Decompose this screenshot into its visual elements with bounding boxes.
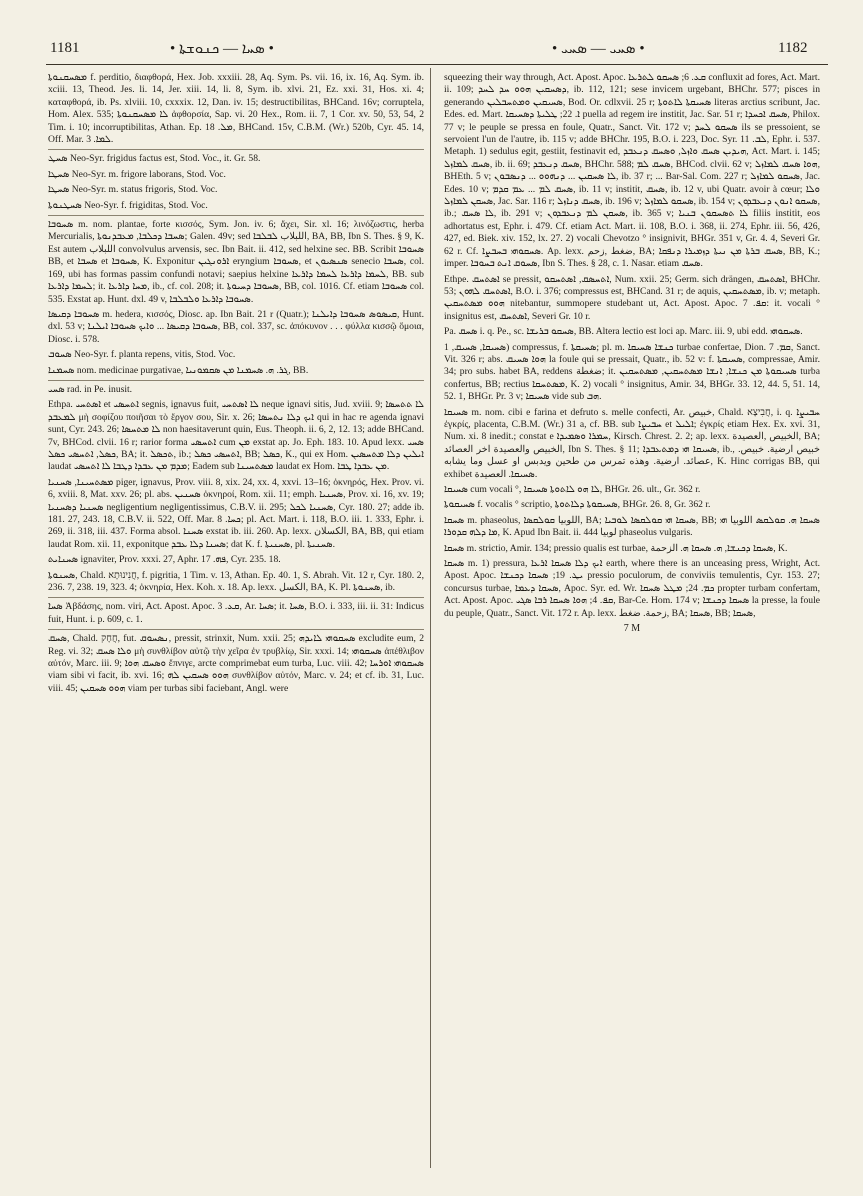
dictionary-entry: ܣܚܝܩܐ, ܣܚܝܩ, 1) compressus, f. ܣܚܝܩܬܐ; pl. m. ܟܢܫܐ ܣܚܝܩܐ turbae confertae, Dion. ܩܡ. 7, Sanct. Vit. 326 r; abs. ܗܘܐ ܣܚܝܩ la foule qui se pressait, Quatr., ib. 52 v: f. ܣܚܝܩܬܐ, compressae, Amir. 34; pro subs. habet BA, reddens ضغطة; it. ܣܚܝܩܘܬܐ ܡܢ ܟܢܫܐ, ܐܢܫܐ ܡܣܬܚܩܝܢ, ܡܣܬܚܩܝܢ turba confertus, BB; rectius ܡܣܬܚܩܐ, K. 2) vocali ° insignitus, Amir. 34, BHGr. 33. 12, 44. 5, 51. 14, 52. 1, BHGr. Pr. 3 v; ܣܚܝܩܐ vide sub ܗܒ. <box>444 341 820 403</box>
right-page-number: 1182 <box>778 40 808 56</box>
left-page-number: 1181 <box>50 40 80 56</box>
signature-mark: 7 M <box>623 623 641 635</box>
dictionary-entry: ܣܚܩܐ m. phaseolus, اللوبيا ܩܘܠܩܣܐ, BA; ܣܚܩܐ ܗܝ ܩܘܠܩܣܐ ܠܘܒܝܐ, BB; ܣܚܩܐ ܗ. ܩܘܠܩܣ اللوبيا ܗܝ ܡܐ ܕܠܗ ܩܕܘܪܐ, K. Apud Ibn Bait. ii. 444 لوبيا phaseolus vulgaris. <box>444 514 820 539</box>
dictionary-entry: ܣܚܝܩܘܬܐ f. vocalis ° scriptio, ܣܚܝܩܘܬܐ ܕܠܐܬܘܬܐ, BHGr. 26. 8, Gr. 362 r. <box>444 499 711 511</box>
dictionary-entry: ܣܚܩܐ m. 1) pressura, ܐܝܟ ܕܠܐ ܣܚܩܐ ܐܪܥܐ earth, where there is an unceasing press, Wright, Act. Apost. Apoc. ܝܛ. 19; ܣܚܩܐ ܕܟܢܫܐ pressio poculorum, de conviviis temulentis, Cyr. 153. 27; concursus turbae, ܣܚܩܐ ܕܥܡܐ, Apoc. Syr. ed. Wr. ܟܡ. 24; ܡܛܠ ܣܚܩܐ propter turbam confertam, Act. Apost. Apoc. ܩܦ. 4; ܗܘܐ ܣܚܩܐ ܪܒܐ ܣܓܝ, Bar-Ce. Hom. 174 v; ܣܚܩܐ ܕܟܢܫܐ la presse, la foule du peuple, Quatr., Sanct. Vit. 172 r. Ap. lexx. زحمة. ضغط, BA; ܣܚܩܐ, BB; ܣܚܩܐ, <box>444 558 820 619</box>
right-running-title: • ܣܚܝ — ܣܚܝ • <box>552 41 645 57</box>
dictionary-entry: ܣܚܘܒ Neo-Syr. f. planta repens, vitis, Stod. Voc. <box>48 349 236 361</box>
dictionary-entry: ܡܣܚܩܢܘܬܐ f. perditio, διαφθορά, Hex. Job. xxxiii. 28, Aq. Sym. Ps. vii. 16, ix. 16, Aq. Sym. ib. xciii. 13, Theod. Jes. li. 14, Jer. xiii. 14, li. 8, Sym. ib. xlvi. 21, Ez. xxi. 31, Hos. xi. 4; καταφθορά, ib. Ps. xlviii. 10, cxxxix. 12, Dan. iv. 15; destructibilitas, BHCand. 16v; corruptela, Hom. Alex. 535; ܠܐ ܡܣܚܩܢܘܬܐ ἀφθορσία, Sap. vi. 20 Hex., Rom. ii. 7, 1 Cor. xv. 50, 53, 54, 2 Tim. i. 10; incorruptibilitas, Athan. Ep. ܡܠ. 18, BHCand. 15v, C.B.M. (Wr.) 520b, Cyr. 45. 14, Off. Mar. ܠܡܐ. 3. <box>48 72 424 146</box>
dictionary-entry: ܡܣܬܚܝܢܐ, ܣܚܢܝܐ piger, ignavus, Prov. viii. 8, xix. 24, xx. 4, xxvi. 13–16; ὀκνηρός, Hex. Prov. vi. 6, xviii. 8, Mat. xxv. 26; pl. abs. ܣܚܢܝܢ ὀκνηροί, Rom. xii. 11; emph. ܣܚܢܝܐ, Prov. xi. 16, xv. 19; ܣܚܢܝܐ ܕܣܚܢܝܐ negligentium negligentissimus, C.B.V. ii. 295; ܣܚܢܝܐ ܠܟܠ, Cyr. 180. 27; adde ib. 181. 27, 243. 18, C.B.V. ii. 522, Off. Mar. ܟܚܐ. 8; pl. Act. Mart. i. 118, B.O. iii. 1. 333, Ephr. i. 269, ii. 318, iii. 437. Forma absol. ܣܚܢܐ exstat ib. iii. 260. Ap. lexx. الكسلان, BA, BB, qui etiam laudat Rom. xii. 11, exponitque ܣܚܢܐ ܕܠܐ ܥܒܕ; dat K. f. ܣܚܢܝܬܐ, pl. ܣܚܢܝܬܐ. <box>48 476 424 550</box>
dictionary-entry: ܣܚܩܐ m. strictio, Amir. 134; pressio qualis est turbae, ܣܚܩܐ ܕܟܢܫܐ, ܗ. ܣܚܩܐ ܗ. الزحمة, K. <box>444 542 788 554</box>
dictionary-entry: Ethpe. ܐܣܬܚܩ se pressit, ܐܬܚܣܩ, ܐܣܬܚܩܘ, Num. xxii. 25; Germ. sich drängen, ܐܣܬܚܩ, BHChr. 53; ܐܣܬܚܩ ܠܗܘܢ, B.O. i. 376; compressus est, BHCand. 31 r; de aquis, ܡܣܬܚܩܝܢ, ib. v; metaph. ܗܘܘ ܡܣܬܚܩܝܢ nitebantur, summopere studebant ut, Act. Apost. Apoc. ܩܦ. 7: it. vocali ° insignitus est, ܐܣܬܚܩ, Severi Gr. 10 r. <box>444 273 820 322</box>
column-divider <box>430 68 431 1168</box>
running-header <box>0 0 863 68</box>
dictionary-entry: ܣܚܛܢܘܬܐ Neo-Syr. f. frigiditas, Stod. Voc. <box>48 199 208 211</box>
right-column <box>444 72 820 1177</box>
dictionary-entry: ܣܚܘܒܐ ܕܩܝܣܐ m. hedera, κισσός, Diosc. ap. Ibn Bait. 21 r (Quatr.); ܩܝܣܘܣ ܣܚܘܒܐ ܕܐܝܠܢܐ, Hunt. dxl. 53 v; ܣܚܘܒܐ ܕܩܝܣܐ ... ܘܐܝܟ ܣܚܘܒܐ ܐܝܠܢܐ, BB, col. 337, sc. ἀπόκυνον . . . φύλλα κισσῷ ὅμοια, Diosc. i. 578. <box>48 308 424 345</box>
dictionary-entry: ܣܚܝ rad. in Pe. inusit. <box>48 380 424 396</box>
dictionary-entry: squeezing their way through, Act. Apost. Apoc. ܩܥ. 6; ܣܚܩܘ ܠܬܪܥܐ confluxit ad fores, Act. Mart. ii. 109; ܕܣܚܩܝܢ ܗܘܘ ܚܕ ܠܚܕ, ib. 112, 121; sese invicem urgebant, BHChr. 577; pisces in generando ܣܚܝܩܝܢ ܘܡܬܚܒܠܝܢ, Bod. Or. cdlxvii. 25 r; ܣܚܝܩܬܐ ܠܐܬܘܬܐ literas arctius scribunt, Jac. Edes. ed. Mart. ܐ. 22; ܛܠܝܬܐ ܕܣܚܝܩܐ puella ad regem ire institit, Jac. Sar. 51 r; ܣܚܩ ܐܟܚܕܐ, Philox. 77 v; le peuple se pressa en foule, Quatr., Sanct. Vit. 172 v; ܣܚܩܘ ܠܚܕ ils se pressoient, se servoient l'un de l'autre, ib. 115 v; adde BHChr. 195, B.O. i. 223, Doc. Syr. ܠܒ. 11, Ephr. i. 537. Metaph. 1) sedulus egit, gestiit, festinavit ed, ܗܝܕܝܢ ܣܚܩ ܘܐܙܠ, ܘܣܚܩ ܕܢܥܒܕ, Act. Mart. i. 145; ܣܚܩ ܠܡܐܙܠ, ib. ii. 69; ܣܚܩ ܕܢܥܒܕ, BHChr. 588; ܣܚܩ ܠܡ, BHCod. clvii. 62 v; ܗܘܐ ܣܚܩ ܠܡܐܙܠ, BHEth. 5 v; ܠܐ ܣܚܩܝܢ ... ܕܢܗܘܘ ... ܕܢܣܒܘܢ, ib. 37 r; ... Bar-Sal. Com. 227 r; ܣܚܩܘ ܠܡܐܙܠ, Jac. Edes. 10 v; ܣܚܩ ܠܡ ... ܥܡ ܩܕܡ, ib. 11 v; institit, ܣܚܩ, ib. 12 v, ubi Quatr. avoir à cœur; ܘܠܐ ܣܚܩܢ ܠܡܐܙܠ, Jac. Sar. 116 r; ܣܚܩ ܕܢܐܙܠ, ib. 196 v; ܣܚܩܘ ܠܡܐܙܠ, ib. 154 v; ܣܚܩܘ ܐܢܘܢ ܕܢܥܒܕܘܢ, ib.; ܠܐ ܣܚܩ, ib. 291 v; ܣܚܩܢ ܠܡ ܕܢܥܒܕܘܢ, ib. 365 v; ܠܐ ܬܣܚܩܘܢ ܒܢܝܐ filiis institit, eos adhortatus est, Ephr. i. 479. Cf. etiam Act. Mart. ii. 108, B.O. i. 368, ii. 274, Ephr. iii. 56, 426, 427, ed. Biek. xiv. 152, lx. 27. 2) vocali Chevotzo ° insignivit, BHGr. 351 v, Gr. 4. 4, Severi Gr. 62 r. Cf. ܣܚܩܘܗܝ ܒܚܒܨܐ. Ap. lexx. ضغط ,زحم, BA; ܣܚܩ ܒܪܬܐ ܡܢ ܢܝܬܐ ܕܙܡܝܪܐ ܕܢܦܩܐ, BB, K.; imper. ܣܚܘܩ ܐܢܬ ܒܚܘܒܐ, Ibn S. Thes. § 28, c. 1. Nasar. etiam ܣܚܩ. <box>444 72 820 270</box>
dictionary-entry: ܣܚܛܐ Neo-Syr. m. status frigoris, Stod. Voc. <box>48 184 218 196</box>
left-running-title: • ܣܚܐ — ܟܢܘܫܬܐ • <box>170 41 274 57</box>
dictionary-entry: ܣܚܛ Neo-Syr. frigidus factus est, Stod. Voc., it. Gr. 58. <box>48 149 424 165</box>
dictionary-entry: ܣܚܝܩܐ cum vocali °, ܠܐ ܗܘ ܠܐܬܘܬܐ ܣܚܝܩܐ, BHGr. 26. ult., Gr. 362 r. <box>444 484 701 495</box>
dictionary-entry: ܣܚܢܐܝܬ ignaviter, Prov. xxxi. 27, Aphr. ܦܗ. 17, Cyr. 235. 18. <box>48 554 281 566</box>
dictionary-entry: Ethpa. ܐܣܬܚܝ et ܐܬܚܣܝ segnis, ignavus fuit, ܠܐ ܐܣܬܚܝ neque ignavi sitis, Jud. xviii. 9; ܠܐ ܬܬܚܣܐ ܠܡܥܒܕ μὴ σοφίζου ποιῆσαι τὸ ἔργον σου, Sir. x. 26; ܐܝܟ ܕܠܐ ܢܬܚܣܐ qui in hac re agenda ignavi sunt, Cyr. 243. 26; ܠܐ ܡܬܚܣܐ non haesitaverunt quin, Eus. Theoph. ii. 6, 2, 12. 13; adde BHCand. 7v, BHCod. clvii. 16 r; rarior forma ܐܬܚܣܝ cum ܡܢ exstat ap. Jo. Eph. 183. 10. Apud lexx. ܣܚܝ ܟܣܠ, ܐܬܚܣܝ ܟܣܠ, BA; it. ܬܟܣܠ, ib.; ܐܬܚܣܝ ܟܣܠ, BB; ܟܣܠ, K., qui ex Hom. ܐܝܠܝܢ ܕܠܐ ܡܬܚܣܝܢ laudat ܡܕܡ ܡܢ ܥܒܕܐ ܕܛܒܐ ܠܐ ܐܬܚܣܝ; Eadem sub ܡܣܬܚܝܢܐ laudat ex Hom. ܡܢ ܥܒܕܐ ܛܒܐ. <box>48 399 424 473</box>
header-rule <box>46 64 828 65</box>
dictionary-entry: ܣܚܝܩܐ m. nom. cibi e farina et defruto s. melle confecti, Ar. خبيص, Chald. חֲבִיצָא, i. q. ܚܒܝܨܐ ἐγκρίς, placenta, C.B.M. (Wr.) 31 a, cf. BB. sub ܚܒܝܨܐ et ܐܠܝܠ; ἐγκρίς etiam Hex. Ex. xvi. 31, Num. xi. 8 inedit.; constat e ܚܡܪܐ ܘܣܡܝܕܐ, Kirsch. Chrest. 2. 2; ap. lexx. الخبيص ,العصيدة, BA; الخبيص والعصيدة اخر العصائد, Ibn S. Thes. § 11; ܣܚܝܩܐ ܗܝ ܕܡܬܥܒܕܐ, ib., خبيص ارضية. خبيص. عصائد. ارضية. وهذه تمرس من طحين ويدبس او عسل وما يشابه, K. Hinc corrigas BB, qui exhibet ܣܚܝܩܐ. العصيدة. <box>444 406 820 480</box>
dictionary-entry: ܣܚܘܒܐ m. nom. plantae, forte κισσός, Sym. Jon. iv. 6; ἄχει, Sir. xl. 16; λινόζωστις, herba Mercurialis, ܣܚܒܐ ܕܟܠܒܐ, ܡܥܒܕܢܘܬܐ; Galen. 49v; sed اللبلاب ܠܒܠܒܐ, BA, BB, Ibn S. Thes. § 9, K. Est autem اللبلاب convolvulus arvensis, sec. Ibn Bait. ii. 412, sed helxine sec. BB. Scribit ܣܚܘܒܐ BB, et ܣܚܒܐ et ܣܚܘܒܐ, K. Exponitur ܐܪܘܢܓܝܢ eryngium ܣܚܘܒܐ, et ܣܢܣܝܘܢ senecio ܣܚܒܐ, col. 169, ubi has formas passim confundi notavi; saepius helxine ܠܚܡܐ ܕܐܪܥܐ ܠܚܡܐ ܕܐܪܥܐ, BB. sub ܠܚܡܐ ܕܐܪܥܐ; it. ܡܚܐ ܕܐܪܥܐ, ib., cf. col. 208; it. ܣܚܘܒܐ ܕܚܝܘܬܐ, BB, col. 1016. Cf. etiam ܣܚܘܒܐ col. 535. Exstat ap. Hunt. dxl. 49 v, ܣܚܘܒܐ ܕܐܪܥܐ ܘܠܒܠܒܐ. <box>48 215 424 306</box>
dictionary-entry: ܣܚܢܘܬܐ, Chald. חֲנִינוּתָא, f. pigritia, 1 Tim. v. 13, Athan. Ep. 40. 1, S. Abrah. Vit. 12 r, Cyr. 180. 2, 236. 7, 238. 19, 323. 4; ὀκνηρία, Hex. Koh. x. 18. Ap. lexx. الكسل, BA, K. Pl. ܣܚܢܘܬܐ, ib. <box>48 569 424 594</box>
dictionary-entry: ܣܚܡܢܐ nom. medicinae purgativae, ܓܪ. ܗ. ܣܚܡܢܐ ܡܢ ܣܩܡܘܢܝܐ, BB. <box>48 364 309 376</box>
dictionary-entry: ܣܚܐ Ἀβδάσης, nom. viri, Act. Apost. Apoc. ܩܥ. 3, Ar. ܣܚܐ; it. ܣܚܐ, B.O. i. 333, iii. ii. 31: Indicus fuit, Hunt. i. p. 609, c. 1. <box>48 597 424 626</box>
dictionary-entry: ܣܚܛܐ Neo-Syr. m. frigore laborans, Stod. Voc. <box>48 168 226 180</box>
dictionary-entry: Pa. ܣܚܩ i. q. Pe., sc. ܣܚܩܘ ܒܪܝܫܐ, BB. Altera lectio est loci ap. Marc. iii. 9, ubi edd. ܣܚܩܘܗܝ. <box>444 326 803 338</box>
dictionary-entry: ܣܚܩ, Chald. חֲחָק, fut. ܢܣܚܘܩ, pressit, strinxit, Num. xxii. 25; ܣܚܩܘܗܝ ܠܐܝܕܗ excludite eum, 2 Reg. vi. 32; ܘܠܐ ܣܚܩ μὴ συνθλίβον αὐτῷ τὴν χεῖρα ἐν τρυβλίῳ, Sir. xxxi. 14; ܣܚܩܘܗܝ ἀπέθλιβον αὐτόν, Marc. iii. 9; ܘܣܚܩ ܗܘܐ ἔπνιγε, arcte comprimebat eum turba, Luc. viii. 42; ܣܚܩܘܗܝ ܐܘܪܚܐ viam sibi vi facit, ib. xvi. 16; ܗܘܘ ܣܚܩܝܢ ܠܗ συνθλίβον αὐτόν, Marc. v. 24; et cf. ib. 31, Luc. viii. 45; ܗܘܘ ܣܚܩܝܢ viam per turbas sibi faciebant, Angl. were <box>48 629 424 695</box>
left-column <box>48 72 424 1177</box>
